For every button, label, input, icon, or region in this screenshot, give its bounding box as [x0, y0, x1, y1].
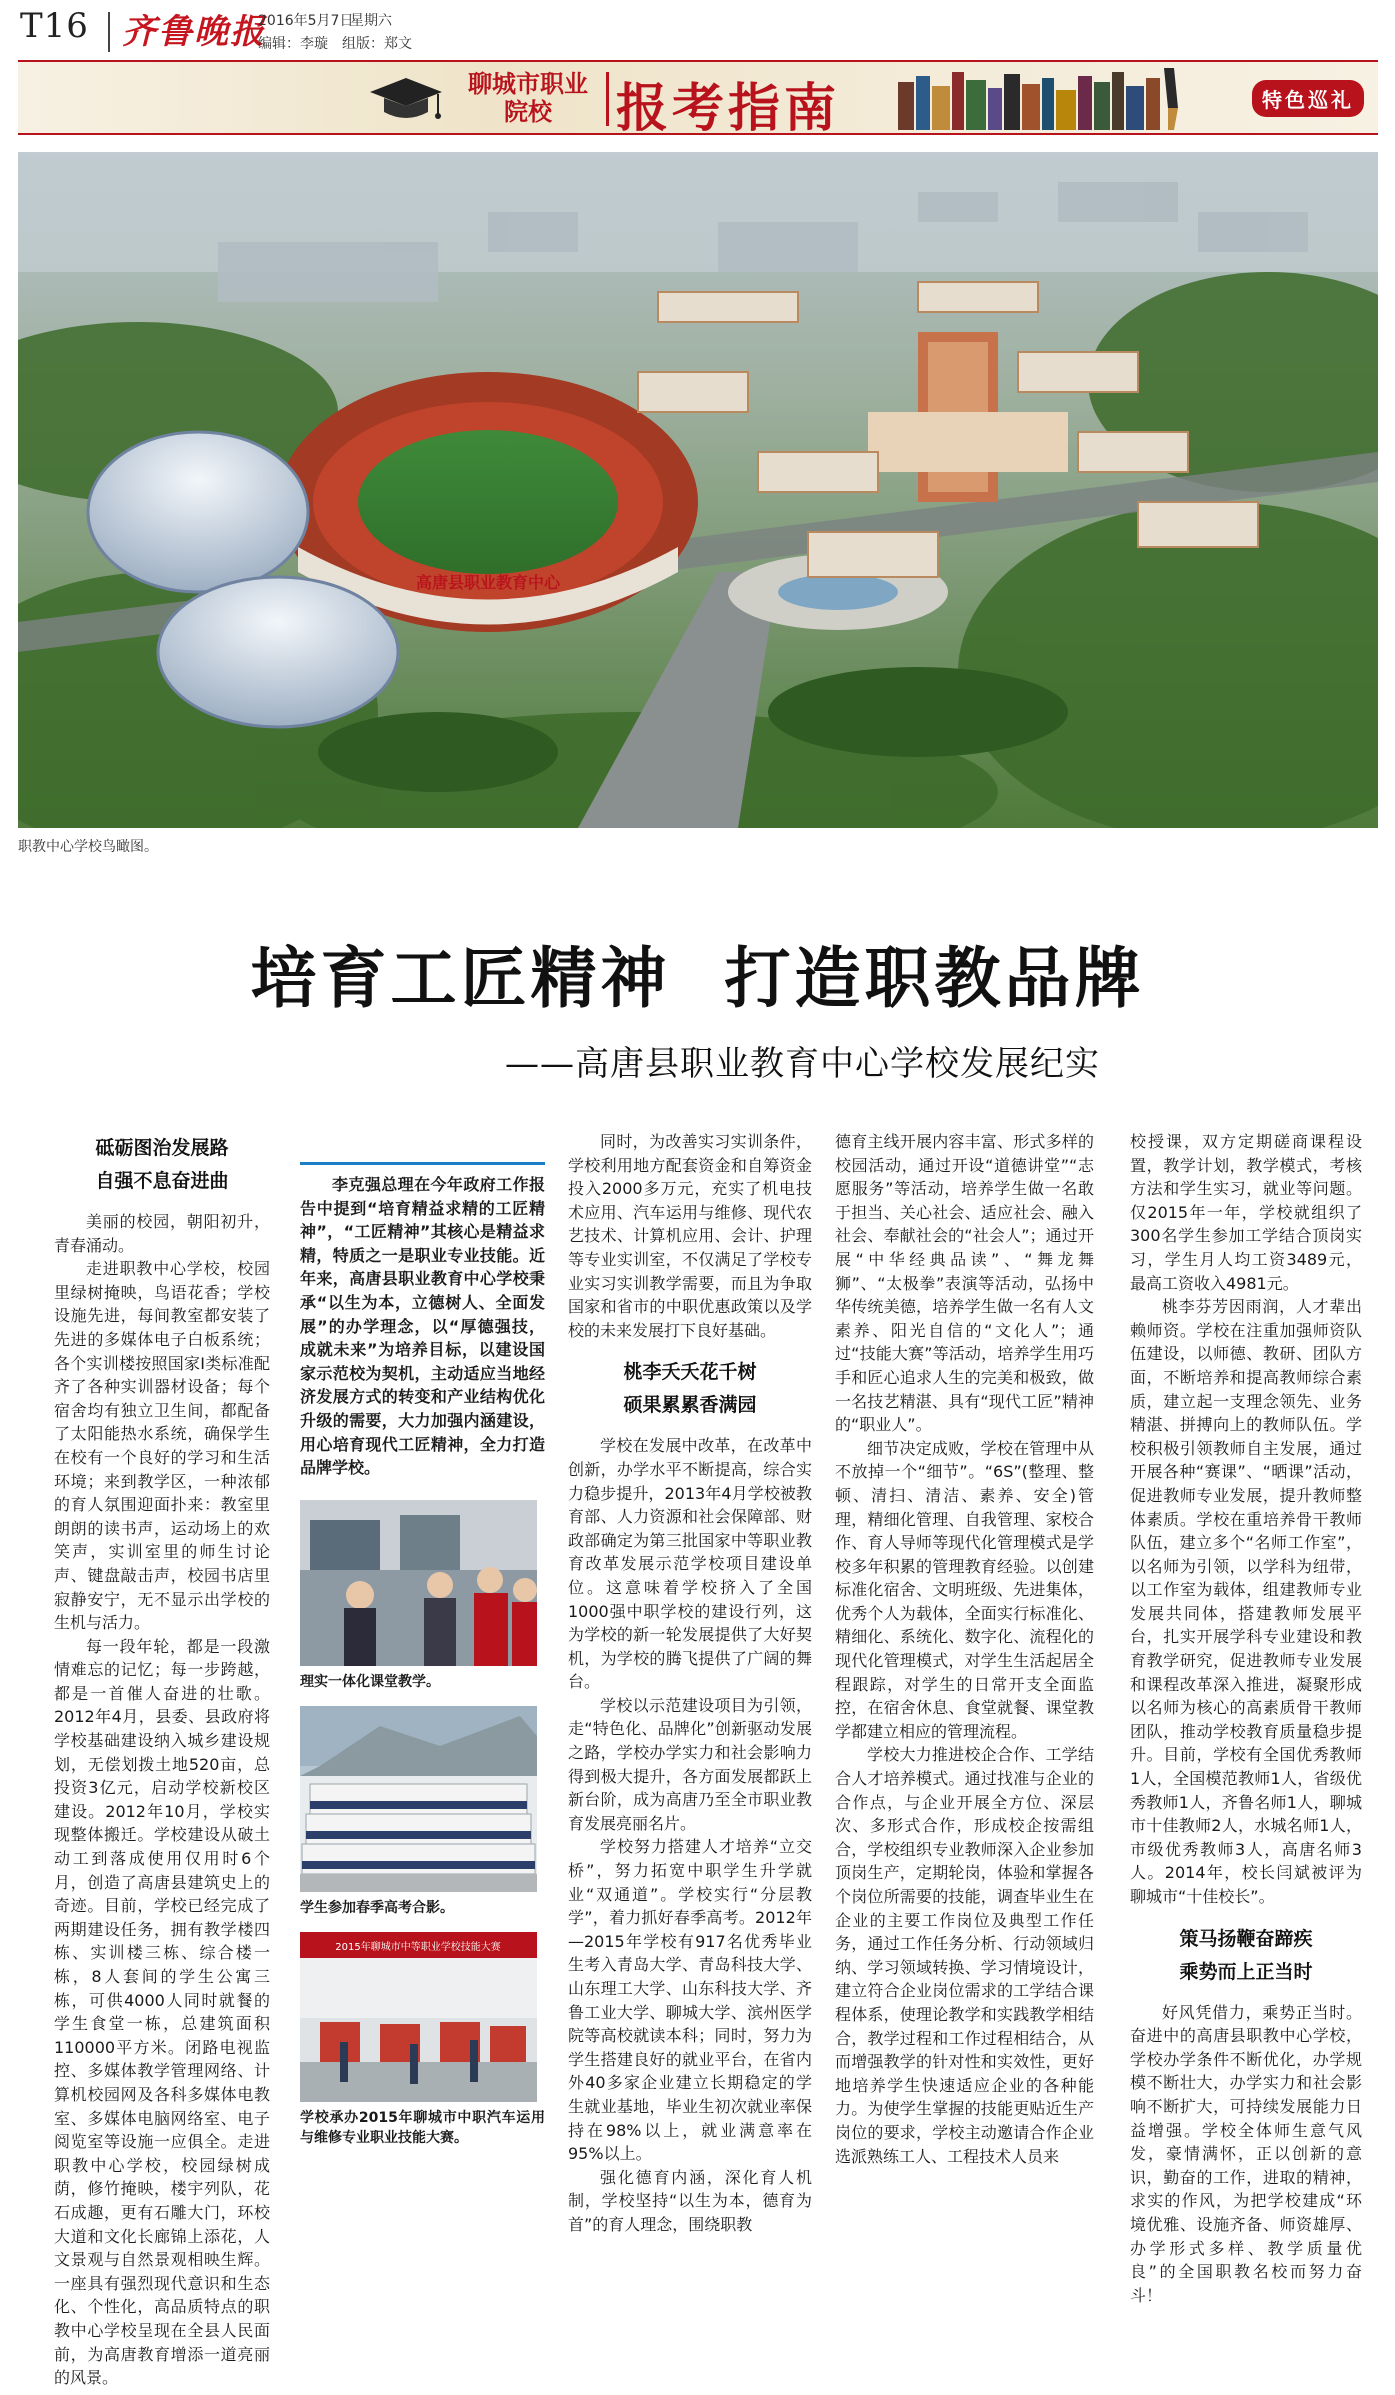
photo-banner-text: 2015年聊城市中等职业学校技能大赛 [335, 1941, 501, 1953]
graduation-cap-icon [368, 74, 444, 124]
stadium-lettering: 高唐县职业教育中心 [415, 573, 561, 592]
banner-divider [606, 72, 609, 126]
paragraph: 美丽的校园，朝阳初升，青春涌动。 [54, 1212, 270, 1255]
section-heading-2 [568, 1356, 812, 1422]
lead-quote-text: 李克强总理在今年政府工作报告中提到“培育精益求精的工匠精神”，“工匠精神”其核心是精益求精，特质之一是职业专业技能。近年来，高唐县职业教育中心学校秉承“以生为本，立德树人、全面发展”的办学理念，以“厚德强技，成就未来”为培养目标，以建设国家示范校为契机，主动适应当地经济发展方式的转变和产业结构优化升级的需要，大力加强内涵建设，用心培育现代工匠精神，全力打造品牌学校。 [300, 1175, 545, 1478]
section-heading-line: 硕果累累香满园 [623, 1394, 757, 1417]
column-1 [54, 1130, 270, 2390]
section-heading-1 [54, 1132, 270, 1198]
section-heading-line: 自强不息奋进曲 [95, 1170, 229, 1192]
paragraph: 同时，为改善实习实训条件，学校利用地方配套资金和自筹资金投入2000多万元，充实了机电技术应用、汽车运用与维修、现代农艺技术、计算机应用、会计、护理等专业实训室，不仅满足了学校专业实习实训教学需要，而且为争取国家和省市的中职优惠政策以及学校的未来发展打下良好基础。 [568, 1132, 812, 1340]
editor-credits: 编辑：李璇 组版：郑文 [258, 36, 412, 52]
issue-date: 2016年5月7日 [258, 13, 354, 29]
column-2 [300, 1130, 545, 2162]
section-heading-line: 桃李夭夭花千树 [623, 1361, 757, 1384]
paragraph: 德育主线开展内容丰富、形式多样的校园活动，通过开设“道德讲堂”“志愿服务”等活动，培养学生做一名敢于担当、关心社会、适应社会、融入社会、奉献社会的“社会人”；通过开展“中华经典品读”、“舞龙舞狮”、“太极拳”表演等活动，弘扬中华传统美德，培养学生做一名有人文素养、阳光自信的“文化人”；通过“技能大赛”等活动，培养学生用巧手和匠心追求人生的完美和极致，做一名技艺精湛、具有“现代工匠”精神的“职业人”。 [835, 1132, 1094, 1435]
column-5 [1130, 1130, 1362, 2307]
photo-caption: 理实一体化课堂教学。 [300, 1673, 440, 1690]
section-heading-line: 砥砺图治发展路 [95, 1137, 229, 1159]
masthead [0, 0, 1395, 58]
section-banner [18, 60, 1378, 139]
photo-caption: 学校承办2015年聊城市中职汽车运用与维修专业职业技能大赛。 [300, 2109, 545, 2146]
section-heading-line: 策马扬鞭奋蹄疾 [1179, 1927, 1313, 1950]
paragraph: 桃李芬芳因雨润，人才辈出赖师资。学校在注重加强师资队伍建设，以师德、教研、团队方面，不断培养和提高教师综合素质，建立起一支理念领先、业务精湛、拼搏向上的教师队伍。学校积极引领教师自主发展，通过开展各种“赛课”、“晒课”活动，促进教师专业发展，提升教师整体素质。学校在重培养骨干教师队伍，建立多个“名师工作室”，以名师为引领，以学科为纽带，以工作室为载体，组建教师专业发展共同体，搭建教师发展平台，扎实开展学科专业建设和教育教学研究，促进教师专业发展和课程改革深入推进，凝聚形成以名师为核心的高素质骨干教师团队，推动学校教育质量稳步提升。目前，学校有全国优秀教师1人，全国模范教师1人，省级优秀教师1人，齐鲁名师1人，聊城市十佳教师2人，水城名师1人，市级优秀教师3人，高唐名师3人。2014年，校长闫斌被评为聊城市“十佳校长”。 [1130, 1297, 1362, 1906]
paragraph: 每一段年轮，都是一段激情难忘的记忆；每一步跨越，都是一首催人奋进的壮歌。2012年4月，县委、县政府将学校基础建设纳入城乡建设规划，无偿划拨土地520亩，总投资3亿元，启动学校新校区建设。2012年10月，学校实现整体搬迁。学校建设从破土动工到落成使用仅用时6个月，创造了高唐县建筑史上的奇迹。目前，学校已经完成了两期建设任务，拥有教学楼四栋、实训楼三栋、综合楼一栋，8人套间的学生公寓三栋，可供4000人同时就餐的学生食堂一栋，总建筑面积110000平方米。闭路电视监控、多媒体教学管理网络、计算机校园网及各科多媒体电教室、多媒体电脑网络室、电子阅览室等设施一应俱全。走进职教中心学校，校园绿树成荫，修竹掩映，楼宇列队，花石成趣，更有石雕大门，环校大道和文化长廊锦上添花，人文景观与自然景观相映生辉。一座具有强烈现代意识和生态化、个性化，高品质特点的职教中心学校呈现在全县人民面前，为高唐教育增添一道亮丽的风景。 [54, 1636, 270, 2388]
headline: 培育工匠精神 打造职教品牌 [250, 939, 1145, 1017]
paragraph: 校授课，双方定期磋商课程设置，教学计划，教学模式，考核方法和学生实习，就业等问题。仅2015年一年，学校就组织了300名学生参加工学结合顶岗实习，学生月人均工资3489元，最高工资收入4981元。 [1130, 1132, 1362, 1293]
newspaper-name: 齐鲁晚报 [122, 12, 266, 52]
column-3 [568, 1130, 812, 2237]
photo-group [300, 1706, 537, 1892]
lead-quote [300, 1162, 545, 1480]
page-number: T16 [20, 6, 89, 46]
subheadline: ——高唐县职业教育中心学校发展纪实 [505, 1044, 1100, 1084]
paragraph: 细节决定成败，学校在管理中从不放掉一个“细节”。“6S”(整理、整顿、清扫、清洁、素养、安全)管理，精细化管理、自我管理、家校合作、育人导师等现代化管理模式是学校多年积累的管理教育经验。以创建标准化宿舍、文明班级、先进集体，优秀个人为载体，全面实行标准化、精细化、系统化、数字化、流程化的现代化管理模式，对学生生活起居全程跟踪，对学生的日常开支全面监控，在宿舍休息、食堂就餐、课堂教学都建立相应的管理流程。 [835, 1438, 1094, 1741]
photo-caption: 学生参加春季高考合影。 [300, 1899, 454, 1916]
issue-weekday: 星期六 [350, 13, 392, 29]
paragraph: 学校努力搭建人才培养“立交桥”，努力拓宽中职学生升学就业“双通道”。学校实行“分层教学”，着力抓好春季高考。2012年—2015年学校有917名优秀毕业生考入青岛大学、青岛科技大学、山东理工大学、山东科技大学、齐鲁工业大学、聊城大学、滨州医学院等高校就读本科；同时，努力为学生搭建良好的就业平台，在省内外40多家企业建立长期稳定的学生就业基地，毕业生初次就业率保持在98%以上，就业满意率在95%以上。 [568, 1837, 812, 2164]
books-icon [898, 68, 1228, 130]
banner-school-name: 聊城市职业院校 [468, 69, 588, 126]
section-heading-3 [1130, 1923, 1362, 1989]
paragraph: 学校大力推进校企合作、工学结合人才培养模式。通过找准与企业的合作点，与企业开展全方位、深层次、多形式合作，形成校企按需组合，学校组织专业教师深入企业参加顶岗生产，定期轮岗，体验和掌握各个岗位所需要的技能，调查毕业生在企业的主要工作岗位及典型工作任务，通过工作任务分析、行动领域归纳、学习领域转换、学习情境设计，建立符合企业岗位需求的工学结合课程体系，使理论教学和实践教学相结合，教学过程和工作过程相结合，从而增强教学的针对性和实效性，更好地培养学生快速适应企业的各种能力。为使学生掌握的技能更贴近生产岗位的要求，学校主动邀请合作企业选派熟练工人、工程技术人员来 [835, 1745, 1094, 2166]
paragraph: 好风凭借力，乘势正当时。奋进中的高唐县职教中心学校，学校办学条件不断优化，办学规模不断壮大，办学实力和社会影响不断扩大，可持续发展能力日益增强。学校全体师生意气风发，豪情满怀，正以创新的意识，勤奋的工作，进取的精神，求实的作风，为把学校建成“环境优雅、设施齐备、师资雄厚、办学形式多样、教学质量优良”的全国职教名校而努力奋斗！ [1130, 2002, 1362, 2305]
column-4 [835, 1130, 1094, 2168]
paragraph: 学校以示范建设项目为引领，走“特色化、品牌化”创新驱动发展之路，学校办学实力和社会影响力得到极大提升，各方面发展都跃上新台阶，成为高唐乃至全市职业教育发展亮丽名片。 [568, 1695, 812, 1833]
photo-competition [300, 1932, 537, 2102]
aerial-caption: 职教中心学校鸟瞰图。 [18, 839, 158, 855]
aerial-photo [18, 152, 1378, 828]
paragraph: 学校在发展中改革，在改革中创新，办学水平不断提高，综合实力稳步提升，2013年4月学校被教育部、人力资源和社会保障部、财政部确定为第三批国家中等职业教育改革发展示范学校项目建设单位。这意味着学校挤入了全国1000强中职学校的建设行列，这为学校的新一轮发展提供了大好契机，为学校的腾飞提供了广阔的舞台。 [568, 1436, 812, 1692]
section-heading-line: 乘势而上正当时 [1179, 1960, 1313, 1983]
banner-title: 报考指南 [616, 78, 841, 139]
photo-classroom [300, 1500, 537, 1666]
banner-tag: 特色巡礼 [1252, 80, 1364, 117]
paragraph: 走进职教中心学校，校园里绿树掩映，鸟语花香；学校设施先进，每间教室都安装了先进的多媒体电子白板系统；各个实训楼按照国家I类标准配齐了各种实训器材设备；每个宿舍均有独立卫生间，都配备了太阳能热水系统，确保学生在校有一个良好的学习和生活环境；来到教学区，一种浓郁的育人氛围迎面扑来：教室里朗朗的读书声，运动场上的欢笑声，实训室里的师生讨论声、键盘敲击声，校园书店里寂静安宁，无不显示出学校的生机与活力。 [54, 1259, 270, 1633]
paragraph: 强化德育内涵，深化育人机制，学校坚持“以生为本，德育为首”的育人理念，围绕职教 [568, 2167, 812, 2234]
masthead-divider [108, 12, 110, 52]
